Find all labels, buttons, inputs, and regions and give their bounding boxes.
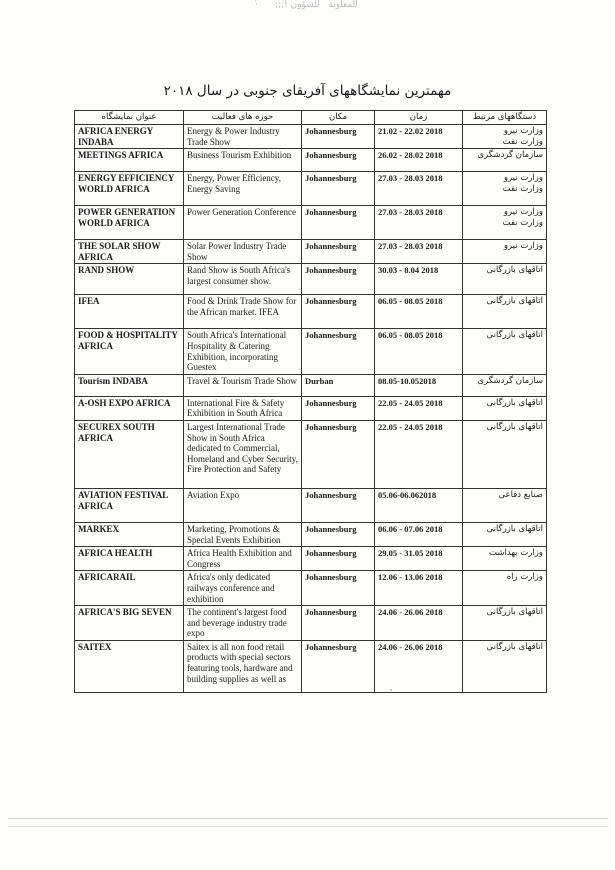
activity-cell: Africa Health Exhibition and Congress	[184, 547, 302, 571]
page-title: مهمترین نمایشگاههای آفریقای جنوبی در سال ۲۰۱۸	[163, 83, 452, 99]
exhibition-name-cell: A-OSH EXPO AFRICA	[75, 396, 184, 420]
date-cell: 06.06 - 07.06 2018	[375, 522, 463, 546]
scan-header-artifact: · ̀ ;;;! المعاونة للشؤون	[255, 0, 358, 10]
location-cell: Johannesburg	[302, 172, 375, 206]
related-orgs-cell	[463, 206, 547, 240]
related-orgs-cell	[463, 396, 547, 420]
activity-cell: Energy, Power Efficiency, Energy Saving	[184, 172, 302, 206]
exhibition-name-cell: IFEA	[75, 295, 184, 329]
activity-cell: The continent's largest food and beverage industry trade expo	[184, 606, 302, 641]
exhibition-name-cell: MARKEX	[75, 522, 184, 546]
activity-cell: Saitex is all non food retail products with special sectors featuring tools, hardware and building supplies as well as	[184, 640, 302, 692]
location-cell: Johannesburg	[302, 396, 375, 420]
related-org: اتاقهای بازرگانی	[486, 397, 543, 408]
date-cell: 26.02 - 28.02 2018	[375, 149, 463, 172]
table-row	[75, 329, 547, 374]
date-cell: 06.05 - 08.05 2018	[375, 329, 463, 374]
exhibitions-table	[74, 110, 547, 693]
scan-bottom-line-2	[8, 826, 608, 827]
table-body	[75, 125, 547, 693]
related-orgs-cell	[463, 640, 547, 692]
related-orgs-cell	[463, 488, 547, 522]
header-related-orgs: دستگاههای مرتبط	[463, 111, 547, 125]
related-org: اتاقهای بازرگانی	[486, 421, 543, 432]
table-row	[75, 264, 547, 295]
activity-cell: International Fire & Safety Exhibition in South Africa	[184, 396, 302, 420]
related-orgs-cell	[463, 240, 547, 264]
date-cell: 24.06 - 26.06 2018	[375, 606, 463, 641]
date-cell: 22.05 - 24.05 2018	[375, 396, 463, 420]
location-cell: Johannesburg	[302, 547, 375, 571]
exhibition-name-cell: ENERGY EFFICIENCY WORLD AFRICA	[75, 172, 184, 206]
related-orgs-cell	[463, 149, 547, 172]
activity-cell: Power Generation Conference	[184, 206, 302, 240]
exhibition-name-cell: AFRICA'S BIG SEVEN	[75, 606, 184, 641]
activity-cell: Travel & Tourism Trade Show	[184, 374, 302, 396]
table-header-row	[75, 111, 547, 125]
exhibition-name-cell: RAND SHOW	[75, 264, 184, 295]
related-org: وزارت نفت	[502, 136, 543, 147]
activity-cell: Marketing, Promotions & Special Events Exhibition	[184, 522, 302, 546]
table-row	[75, 295, 547, 329]
location-cell: Johannesburg	[302, 264, 375, 295]
activity-cell: Aviation Expo	[184, 488, 302, 522]
related-orgs-cell	[463, 329, 547, 374]
date-cell: 27.03 - 28.03 2018	[375, 206, 463, 240]
date-cell: 30.03 - 8.04 2018	[375, 264, 463, 295]
related-org: اتاقهای بازرگانی	[486, 330, 543, 341]
related-orgs-cell	[463, 374, 547, 396]
table-row	[75, 420, 547, 488]
table-row	[75, 488, 547, 522]
table-row	[75, 172, 547, 206]
table-row	[75, 240, 547, 264]
related-org: وزارت راه	[506, 572, 543, 583]
location-cell: Johannesburg	[302, 125, 375, 149]
related-org: اتاقهای بازرگانی	[486, 296, 543, 307]
related-orgs-cell	[463, 420, 547, 488]
activity-cell: Energy & Power Industry Trade Show	[184, 125, 302, 149]
table-row	[75, 640, 547, 692]
location-cell: Johannesburg	[302, 488, 375, 522]
table-row	[75, 606, 547, 641]
activity-cell: Largest International Trade Show in South Africa dedicated to Commercial, Homeland and Cyber Security, Fire Protection and Safety	[184, 420, 302, 488]
scan-speck	[390, 689, 392, 691]
table-row	[75, 547, 547, 571]
activity-cell: Africa's only dedicated railways conference and exhibition	[184, 571, 302, 606]
activity-cell: South Africa's International Hospitality & Catering Exhibition, incorporating Guestex	[184, 329, 302, 374]
date-cell: 06.05 - 08.05 2018	[375, 295, 463, 329]
location-cell: Johannesburg	[302, 640, 375, 692]
date-cell: 27.03 - 28.03 2018	[375, 240, 463, 264]
related-org: سازمان گردشگری	[477, 375, 543, 386]
related-orgs-cell	[463, 522, 547, 546]
table-row	[75, 206, 547, 240]
related-org: وزارت نفت	[502, 217, 543, 228]
header-activity: حوزه های فعالیت	[184, 111, 302, 125]
related-org: وزارت نیرو	[503, 173, 543, 184]
date-cell: 21.02 - 22.02 2018	[375, 125, 463, 149]
exhibition-name-cell: SECUREX SOUTH AFRICA	[75, 420, 184, 488]
location-cell: Durban	[302, 374, 375, 396]
related-org: وزارت نیرو	[503, 207, 543, 218]
location-cell: Johannesburg	[302, 295, 375, 329]
table-row	[75, 522, 547, 546]
date-cell: 27.03 - 28.03 2018	[375, 172, 463, 206]
exhibition-name-cell: AFRICA ENERGY INDABA	[75, 125, 184, 149]
related-org: وزارت نفت	[502, 183, 543, 194]
exhibition-name-cell: THE SOLAR SHOW AFRICA	[75, 240, 184, 264]
exhibition-name-cell: MEETINGS AFRICA	[75, 149, 184, 172]
activity-cell: Solar Power Industry Trade Show	[184, 240, 302, 264]
related-orgs-cell	[463, 547, 547, 571]
date-cell: 12.06 - 13.06 2018	[375, 571, 463, 606]
related-org: وزارت نیرو	[503, 126, 543, 136]
related-org: اتاقهای بازرگانی	[486, 607, 543, 618]
date-cell: 22.05 - 24.05 2018	[375, 420, 463, 488]
exhibition-name-cell: AFRICARAIL	[75, 571, 184, 606]
related-org: وزارت بهداشت	[489, 548, 543, 559]
exhibition-name-cell: AFRICA HEALTH	[75, 547, 184, 571]
activity-cell: Business Tourism Exhibition	[184, 149, 302, 172]
header-date: زمان	[375, 111, 463, 125]
location-cell: Johannesburg	[302, 329, 375, 374]
header-exhibition-name: عنوان نمایشگاه	[75, 111, 184, 125]
scan-bottom-line	[8, 818, 608, 819]
exhibition-name-cell: FOOD & HOSPITALITY AFRICA	[75, 329, 184, 374]
date-cell: 05.06-06.062018	[375, 488, 463, 522]
exhibition-name-cell: Tourism INDABA	[75, 374, 184, 396]
exhibition-name-cell: AVIATION FESTIVAL AFRICA	[75, 488, 184, 522]
location-cell: Johannesburg	[302, 571, 375, 606]
location-cell: Johannesburg	[302, 206, 375, 240]
table-row	[75, 396, 547, 420]
date-cell: 29.05 - 31.05 2018	[375, 547, 463, 571]
table-row	[75, 149, 547, 172]
table-row	[75, 125, 547, 149]
table-row	[75, 571, 547, 606]
related-orgs-cell	[463, 571, 547, 606]
header-location: مکان	[302, 111, 375, 125]
activity-cell: Rand Show is South Africa's largest consumer show.	[184, 264, 302, 295]
related-org: صنایع دفاعی	[498, 489, 543, 500]
related-org: سازمان گردشگری	[477, 150, 543, 161]
related-orgs-cell	[463, 264, 547, 295]
location-cell: Johannesburg	[302, 606, 375, 641]
related-org: اتاقهای بازرگانی	[486, 265, 543, 276]
location-cell: Johannesburg	[302, 149, 375, 172]
related-orgs-cell	[463, 295, 547, 329]
date-cell: 08.05-10.052018	[375, 374, 463, 396]
related-orgs-cell	[463, 606, 547, 641]
related-org: اتاقهای بازرگانی	[486, 523, 543, 534]
date-cell: 24.06 - 26.06 2018	[375, 640, 463, 692]
activity-cell: Food & Drink Trade Show for the African market. IFEA	[184, 295, 302, 329]
related-orgs-cell	[463, 125, 547, 149]
exhibition-name-cell: SAITEX	[75, 640, 184, 692]
table-row	[75, 374, 547, 396]
related-org: اتاقهای بازرگانی	[486, 641, 543, 652]
location-cell: Johannesburg	[302, 240, 375, 264]
related-orgs-cell	[463, 172, 547, 206]
related-org: وزارت نیرو	[503, 241, 543, 252]
location-cell: Johannesburg	[302, 420, 375, 488]
exhibition-name-cell: POWER GENERATION WORLD AFRICA	[75, 206, 184, 240]
location-cell: Johannesburg	[302, 522, 375, 546]
